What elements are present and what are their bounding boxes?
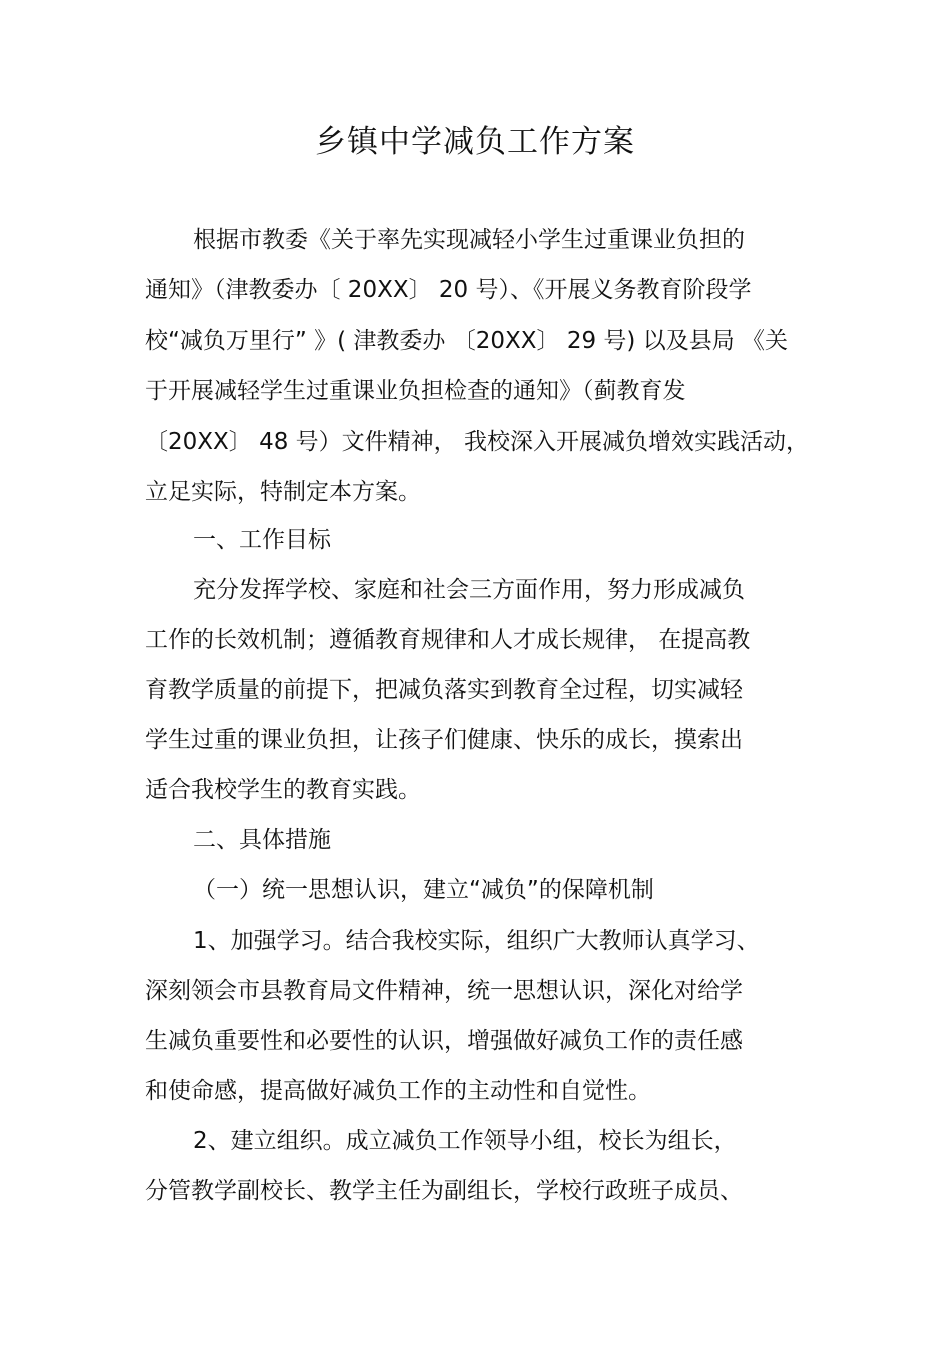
document-title: 乡镇中学减负工作方案 bbox=[315, 124, 635, 160]
body-line-6: 立足实际，特制定本方案。 bbox=[145, 479, 421, 505]
body-line-7: 充分发挥学校、家庭和社会三方面作用，努力形成减负 bbox=[193, 577, 745, 603]
body-line-5: 〔20XX〕 48 号）文件精神， 我校深入开展减负增效实践活动， bbox=[145, 429, 809, 455]
body-line-11: 适合我校学生的教育实践。 bbox=[145, 777, 421, 803]
body-line-3: 校“减负万里行” 》( 津教委办 〔20XX〕 29 号) 以及县局 《关 bbox=[145, 328, 789, 354]
body-line-16: 2、建立组织。成立减负工作领导小组，校长为组长， bbox=[193, 1128, 737, 1154]
body-line-12: 1、加强学习。结合我校实际，组织广大教师认真学习、 bbox=[193, 928, 760, 954]
section-heading-1: 一、工作目标 bbox=[193, 527, 331, 553]
body-line-4: 于开展减轻学生过重课业负担检查的通知》（蓟教育发 bbox=[145, 378, 686, 404]
body-line-14: 生减负重要性和必要性的认识，增强做好减负工作的责任感 bbox=[145, 1028, 743, 1054]
body-line-1: 根据市教委《关于率先实现减轻小学生过重课业负担的 bbox=[193, 227, 745, 253]
body-line-17: 分管教学副校长、教学主任为副组长，学校行政班子成员、 bbox=[145, 1178, 743, 1204]
body-line-9: 育教学质量的前提下，把减负落实到教育全过程，切实减轻 bbox=[145, 677, 743, 703]
subsection-heading-1: （一）统一思想认识，建立“减负”的保障机制 bbox=[193, 877, 654, 903]
body-line-2: 通知》（津教委办〔 20XX〕 20 号）、《开展义务教育阶段学 bbox=[145, 277, 752, 303]
section-heading-2: 二、具体措施 bbox=[193, 827, 331, 853]
body-line-10: 学生过重的课业负担，让孩子们健康、快乐的成长，摸索出 bbox=[145, 727, 743, 753]
body-line-15: 和使命感，提高做好减负工作的主动性和自觉性。 bbox=[145, 1078, 651, 1104]
body-line-13: 深刻领会市县教育局文件精神，统一思想认识，深化对给学 bbox=[145, 978, 743, 1004]
body-line-8: 工作的长效机制；遵循教育规律和人才成长规律， 在提高教 bbox=[145, 627, 751, 653]
